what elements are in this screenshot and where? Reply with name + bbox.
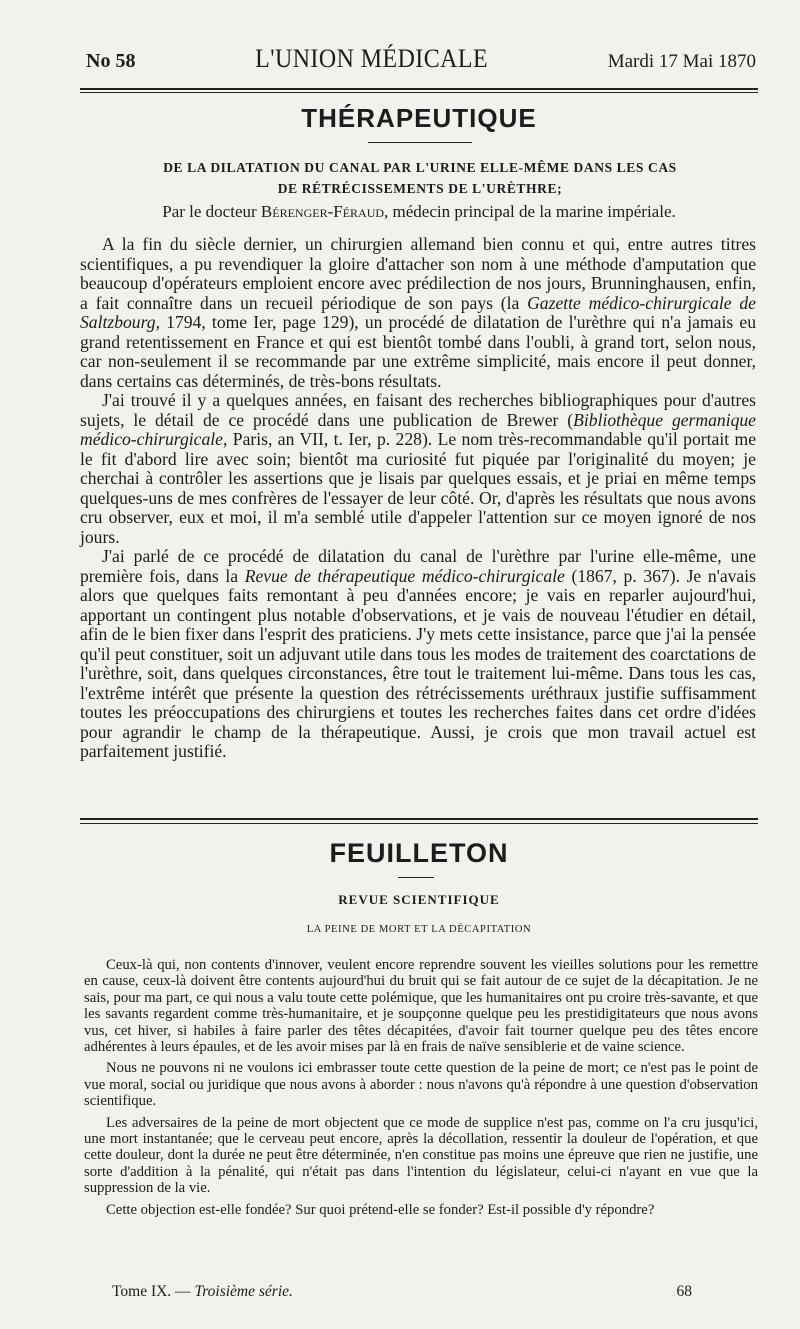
feuilleton-paragraph-4: Cette objection est-elle fondée? Sur quoi prétend-elle se fonder? Est-il possible d'y répondre? bbox=[106, 1201, 655, 1218]
article-paragraph-2: J'ai trouvé il y a quelques années, en faisant des recherches bibliographiques pour d'autres sujets, le détail de ce procédé dans une publication de Brewer (Bibliothèque germanique médico-chirurgicale, Paris, an VII, t. Ier, p. 228). Le nom très-recommandable qu'il portait me le fit d'abord lire avec soin; bientôt ma curiosité fut piquée par l'originalité du moyen; je cherchai à contrôler les assertions que je lisais par quelques essais, et je priai en même temps quelques-uns de mes confrères de l'essayer de leur côté. Or, d'après les résultats que nous avons cru observer, eux et moi, il m'a semblé utile d'appeler l'attention sur ce moyen ignoré de nos jours. bbox=[80, 390, 756, 547]
issue-number: No 58 bbox=[86, 50, 136, 72]
page-footer bbox=[112, 1283, 692, 1301]
feuilleton-underline bbox=[398, 877, 434, 878]
article-title bbox=[110, 157, 730, 199]
article-body bbox=[80, 235, 756, 762]
article-title-line-2: DE RÉTRÉCISSEMENTS DE L'URÈTHRE; bbox=[277, 181, 563, 196]
section-title-therapeutique: THÉRAPEUTIQUE bbox=[301, 103, 537, 133]
section-title-feuilleton: FEUILLETON bbox=[329, 838, 509, 868]
byline-prefix: Par le docteur bbox=[162, 202, 261, 221]
feuilleton-rule-thin bbox=[80, 823, 758, 824]
page-header bbox=[86, 44, 756, 78]
feuilleton-body bbox=[84, 957, 758, 1223]
page-number: 68 bbox=[676, 1283, 692, 1300]
article-paragraph-1: A la fin du siècle dernier, un chirurgien allemand bien connu et qui, entre autres titres scientifiques, a pu revendiquer la gloire d'attacher son nom à une méthode d'amputation que beaucoup d'opérateurs emploient encore avec prédilection de nos jours, Brunninghausen, enfin, a fait connaître dans un recueil périodique de son pays (la Gazette médico-chirurgicale de Saltzbourg, 1794, tome Ier, page 129), un procédé de dilatation de l'urèthre qui n'a jamais eu grand retentissement en France et qui est bientôt tombé dans l'oubli, à grand tort, selon nous, car non-seulement il se recommande par une extrême simplicité, mais encore il peut donner, dans certains cas déterminés, de très-bons résultats. bbox=[80, 234, 756, 391]
series-label: Troisième série. bbox=[194, 1283, 293, 1300]
title-underline bbox=[368, 142, 472, 143]
feuilleton-subsubtitle: LA PEINE DE MORT ET LA DÉCAPITATION bbox=[306, 924, 532, 935]
byline-suffix: , médecin principal de la marine impériale. bbox=[384, 202, 676, 221]
journal-title: L'UNION MÉDICALE bbox=[255, 44, 489, 73]
header-rule-thin bbox=[80, 92, 758, 93]
header-rule bbox=[80, 88, 758, 90]
journal-reference: Bibliothèque germanique médico-chirurgicale bbox=[80, 409, 756, 449]
article-paragraph-3: J'ai parlé de ce procédé de dilatation du canal de l'urèthre par l'urine elle-même, une première fois, dans la Revue de thérapeutique médico-chirurgicale (1867, p. 367). Je n'avais alors que quelques faits remontant à peu d'années encore; je vais en reparler aujourd'hui, apportant un contingent plus notable d'observations, et je vais de nouveau l'étudier en détail, afin de le bien fixer dans l'esprit des praticiens. J'y mets cette insistance, parce que j'ai la pensée qu'il peut constituer, soit un adjuvant utile dans tous les modes de traitement des coarctations de l'urèthre, soit, dans quelques circonstances, être tout le traitement lui-même. Dans tous les cas, l'extrême intérêt que présente la question des rétrécissements uréthraux justifie suffisamment toutes les préoccupations des chirurgiens et toutes les recherches faites dans cet ordre d'idées pour agrandir le champ de la thérapeutique. Aussi, je crois que mon travail actuel est parfaitement justifié. bbox=[80, 546, 756, 761]
byline-author: Bérenger-Féraud bbox=[260, 202, 385, 221]
journal-reference: Gazette médico-chirurgicale de Saltzbourg, bbox=[80, 292, 756, 332]
issue-date: Mardi 17 Mai 1870 bbox=[607, 51, 756, 72]
feuilleton-rule bbox=[80, 818, 758, 820]
feuilleton-paragraph-3: Les adversaires de la peine de mort objectent que ce mode de supplice n'est pas, comme on l'a cru jusqu'ici, une mort instantanée; que le cerveau peut encore, après la décollation, ressentir la douleur de l'opération, et que cette douleur, dont la durée ne peut être déterminée, n'en constitue pas moins une épreuve que rien ne justifie, une sorte d'addition à la pénalité, qui n'était pas dans l'intention du législateur, celui-ci n'ayant en vue que la suppression de la vie. bbox=[84, 1114, 758, 1197]
feuilleton-subtitle: REVUE SCIENTIFIQUE bbox=[338, 892, 500, 907]
article-title-line-1: DE LA DILATATION DU CANAL PAR L'URINE ELLE-MÊME DANS LES CAS bbox=[163, 160, 677, 175]
feuilleton-paragraph-2: Nous ne pouvons ni ne voulons ici embrasser toute cette question de la peine de mort; ce n'est pas le point de vue moral, social ou juridique que nous avons à aborder : nous n'avons qu'à répondre à une question d'observation scientifique. bbox=[84, 1060, 758, 1110]
volume-info: Tome IX. — Troisième série. bbox=[112, 1283, 293, 1300]
journal-reference: Revue de thérapeutique médico-chirurgicale bbox=[244, 565, 565, 586]
byline bbox=[80, 202, 758, 222]
feuilleton-paragraph-1: Ceux-là qui, non contents d'innover, veulent encore reprendre souvent les vieilles solutions pour les remettre en cause, ceux-là doivent être contents aujourd'hui du bruit qui se fait autour de ce sujet de la décapitation. Je ne sais, pour ma part, ce qui nous a valu toute cette polémique, que les humanitaires ont pu croire très-savante, et que les savants regardent comme très-humanitaire, et je soupçonne quelque peu les prestidigitateurs que nous avons vus, cet hiver, si habiles à faire parler des têtes décapitées, d'avoir fait tourner quelque peu des têtes encore adhérentes à leurs épaules, et de les avoir mises par là en frais de naïve sensiblerie et de vaine science. bbox=[84, 957, 758, 1056]
